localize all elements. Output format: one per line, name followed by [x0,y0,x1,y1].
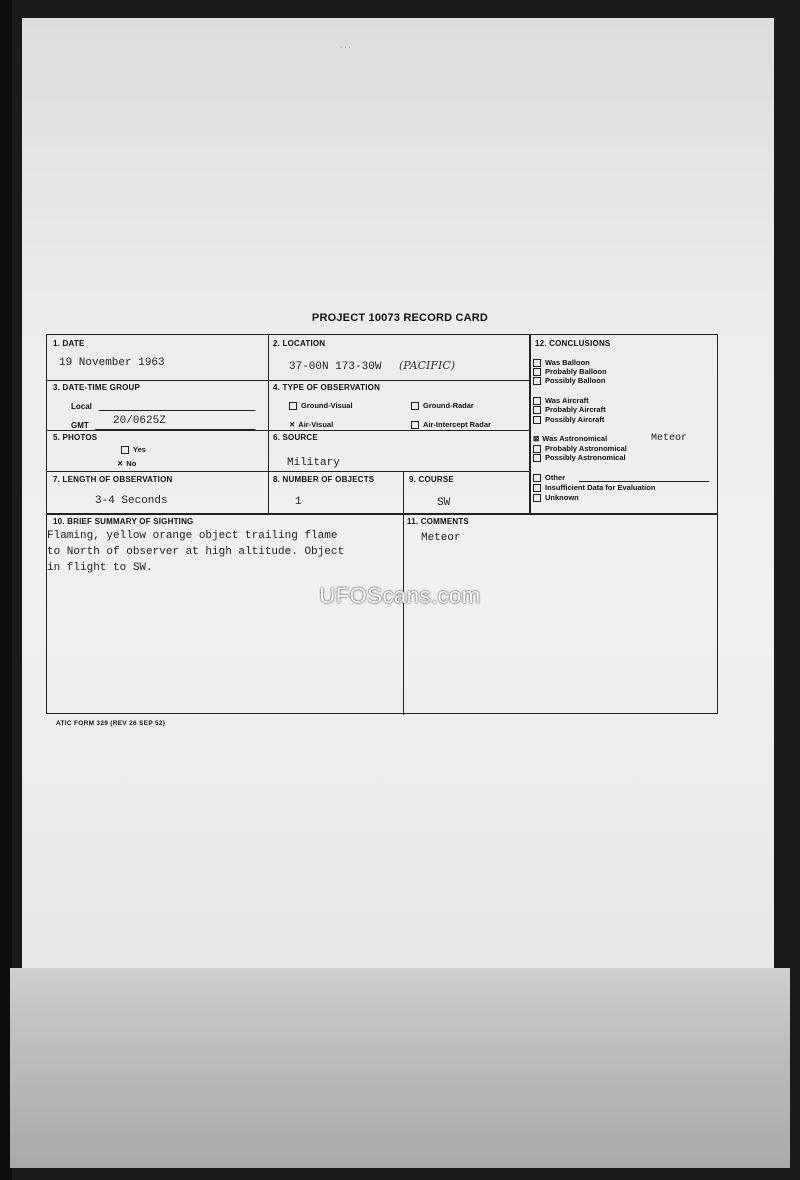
conclusion-was-aircraft: Was Aircraft [533,396,589,405]
conclusion-probably-astronomical: Probably Astronomical [533,444,627,453]
watermark: UFOScans.com [319,583,481,608]
conclusion-was-balloon: Was Balloon [533,358,590,367]
source-value: Military [287,457,340,469]
conclusions-label: 12. CONCLUSIONS [535,339,611,348]
card-title: PROJECT 10073 RECORD CARD [311,312,489,324]
local-label: Local [71,402,92,411]
summary-label: 10. BRIEF SUMMARY OF SIGHTING [53,517,194,526]
form-id: ATIC FORM 329 (REV 26 SEP 52) [56,720,166,727]
gmt-value: 20/0625Z [113,415,166,427]
length-value: 3-4 Seconds [95,495,168,507]
length-label: 7. LENGTH OF OBSERVATION [53,475,173,484]
date-label: 1. DATE [53,339,85,348]
conclusion-possibly-astronomical: Possibly Astronomical [533,453,626,462]
option-ground-radar: Ground-Radar [411,401,474,410]
summary-line-1: Flaming, yellow orange object trailing flame [47,530,338,542]
photos-label: 5. PHOTOS [53,433,98,442]
scan-background [10,968,790,1168]
option-air-visual: ✕ Air-Visual [289,420,334,429]
conclusion-unknown: Unknown [533,493,579,502]
objects-label: 8. NUMBER OF OBJECTS [273,475,375,484]
scan-speck: · · · [340,44,351,51]
date-value: 19 November 1963 [59,357,165,369]
comments-label: 11. COMMENTS [407,517,469,526]
conclusion-other: Other [533,473,565,482]
option-air-intercept-radar: Air-Intercept Radar [411,420,491,429]
photos-yes: Yes [121,445,146,454]
conclusion-probably-balloon: Probably Balloon [533,367,607,376]
record-card [46,334,718,714]
course-label: 9. COURSE [409,475,454,484]
conclusion-probably-aircraft: Probably Aircraft [533,405,606,414]
course-value: SW [437,497,451,509]
source-label: 6. SOURCE [273,433,318,442]
conclusion-insufficient-data: Insufficient Data for Evaluation [533,483,655,492]
comments-value: Meteor [421,532,461,544]
conclusion-was-astronomical: ⊠ Was Astronomical [533,434,608,443]
conclusion-annotation: Meteor [651,433,688,444]
conclusion-possibly-aircraft: Possibly Aircraft [533,415,604,424]
conclusion-possibly-balloon: Possibly Balloon [533,376,605,385]
summary-line-2: to North of observer at high altitude. Object [47,546,345,558]
objects-value: 1 [295,496,302,508]
option-ground-visual: Ground-Visual [289,401,353,410]
gmt-label: GMT [71,421,89,430]
dtg-label: 3. DATE-TIME GROUP [53,383,141,392]
summary-line-3: in flight to SW. [47,562,153,574]
photos-no: ✕ No [117,459,137,468]
location-handwritten: (PACIFIC) [399,359,456,372]
observation-type-label: 4. TYPE OF OBSERVATION [273,383,381,392]
location-label: 2. LOCATION [273,339,326,348]
location-value: 37-00N 173-30W [289,361,382,373]
